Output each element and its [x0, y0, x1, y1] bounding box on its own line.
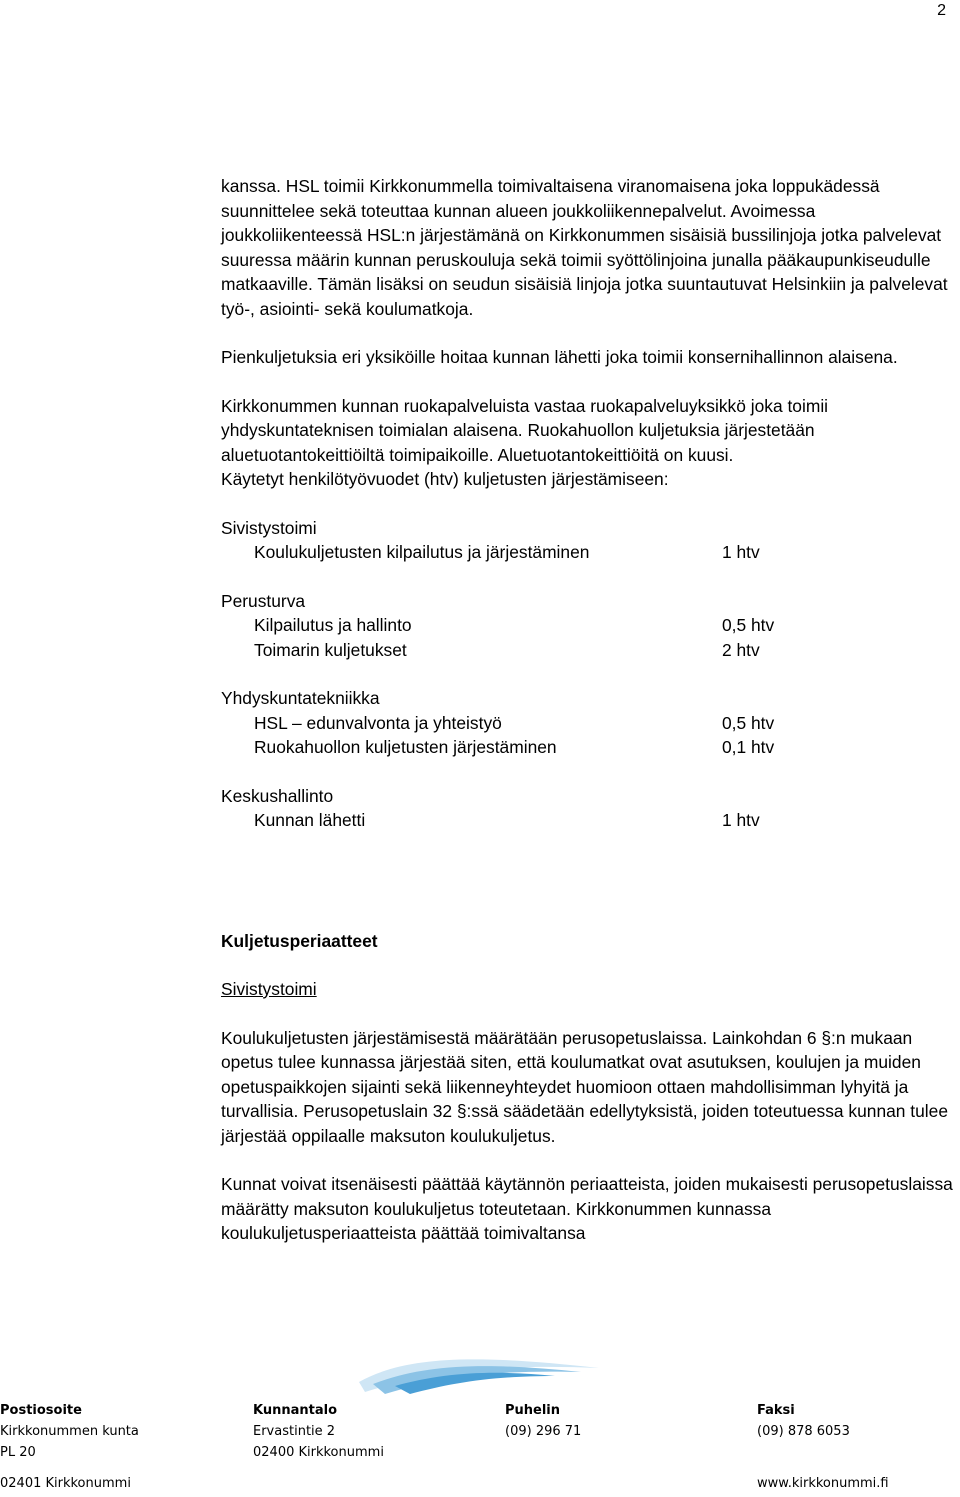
footer-phone-line1: (09) 296 71: [505, 1424, 582, 1439]
htv-row-label: Ruokahuollon kuljetusten järjestäminen: [254, 737, 557, 757]
htv-group-name: Sivistystoimi: [221, 517, 317, 538]
htv-group-name: Yhdyskuntatekniikka: [221, 688, 380, 708]
htv-row-label: Koulukuljetusten kilpailutus ja järjestäminen: [254, 542, 590, 562]
htv-row-label: Kunnan lähetti: [254, 810, 366, 830]
footer-postal-line1: Kirkkonummen kunta: [0, 1424, 139, 1439]
footer-website-link[interactable]: www.kirkkonummi.fi: [757, 1476, 889, 1491]
htv-row-value: 0,1 htv: [722, 737, 775, 757]
htv-row: [221, 711, 960, 736]
htv-group-name: Perusturva: [221, 590, 306, 611]
kirkkonummi-wave-logo-icon: [355, 1358, 605, 1398]
footer-postal-line2: PL 20: [0, 1445, 36, 1460]
footer-postal: [0, 1400, 139, 1463]
footer-visit-line1: Ervastintie 2: [253, 1424, 336, 1439]
htv-row: [221, 613, 960, 638]
htv-row-value: 1 htv: [722, 810, 760, 830]
footer-phone: [505, 1400, 581, 1442]
htv-list: [221, 516, 960, 833]
htv-row-value: 1 htv: [722, 542, 760, 562]
htv-group-perusturva: [221, 589, 960, 663]
htv-row: [221, 735, 960, 760]
footer-fax: [757, 1400, 850, 1442]
footer-visit-heading: Kunnantalo: [253, 1403, 338, 1418]
document-body: [221, 174, 960, 1246]
htv-row-label: Kilpailutus ja hallinto: [254, 615, 412, 635]
footer-fax-line1: (09) 878 6053: [757, 1424, 850, 1439]
section-subheading: Sivistystoimi: [221, 979, 317, 999]
paragraph-municipal-principles: Kunnat voivat itsenäisesti päättää käytännön periaatteista, joiden mukaisesti perusopetuslaissa määrätty maksuton koulukuljetus toteutetaan. Kirkkonummen kunnassa koulukuljetusperiaatteista päättää toimivaltansa: [221, 1174, 953, 1243]
htv-row: [221, 540, 960, 565]
htv-row-value: 0,5 htv: [722, 615, 775, 635]
htv-row-label: Toimarin kuljetukset: [254, 639, 407, 660]
footer-visit-line2: 02400 Kirkkonummi: [253, 1445, 384, 1460]
htv-row-value: 0,5 htv: [722, 712, 775, 733]
paragraph-courier: Pienkuljetuksia eri yksiköille hoitaa kunnan lähetti joka toimii konsernihallinnon alaisena.: [221, 347, 898, 367]
htv-group-sivistystoimi: [221, 516, 960, 565]
paragraph-food-services: Kirkkonummen kunnan ruokapalveluista vastaa ruokapalveluyksikkö joka toimii yhdyskuntateknisen toimialan alaisena. Ruokahuollon kuljetuksia järjestetään aluetuotantokeittiöiltä toimipaikoille. Aluetuotantokeittiöitä on kuusi.: [221, 395, 829, 465]
htv-row: [221, 638, 960, 663]
paragraph-school-transport-law: Koulukuljetusten järjestämisestä määrätään perusopetuslaissa. Lainkohdan 6 §:n mukaan opetus tulee kunnassa järjestää siten, että koulumatkat ovat asutuksen, koulujen ja muiden opetuspaikkojen sijainti sekä liikenneyhteydet huomioon ottaen mahdollisimman lyhyitä ja turvallisia. Perusopetuslain 32 §:ssä säädetään edellytyksistä, joiden toteutuessa kunnan tulee järjestää oppilaalle maksuton koulukuljetus.: [221, 1027, 949, 1146]
htv-group-keskushallinto: [221, 784, 960, 833]
htv-group-yhdyskuntatekniikka: [221, 686, 960, 760]
page-number: 2: [937, 2, 946, 19]
htv-group-name: Keskushallinto: [221, 785, 334, 806]
htv-row-value: 2 htv: [722, 639, 760, 660]
htv-row: [221, 808, 960, 833]
paragraph-transport-hsl: kanssa. HSL toimii Kirkkonummella toimivaltaisena viranomaisena joka loppukädessä suunnittelee sekä toteuttaa kunnan alueen joukkoliikennepalvelut. Avoimessa joukkoliikenteessä HSL:n järjestämänä on Kirkkonummen sisäisiä bussilinjoja jotka palvelevat suuressa määrin kunnan peruskouluja sekä toimii syöttölinjoina junalla pääkaupunkiseudulle matkaaville. Tämän lisäksi on seudun sisäisiä linjoja jotka suuntautuvat Helsinkiin ja palvelevat työ-, asiointi- sekä koulumatkoja.: [221, 176, 948, 319]
footer-visit: [253, 1400, 384, 1463]
section-heading: Kuljetusperiaatteet: [221, 930, 378, 951]
footer-fax-heading: Faksi: [757, 1403, 795, 1418]
footer-postal-heading: Postiosoite: [0, 1403, 82, 1418]
footer-postal-line3: 02401 Kirkkonummi: [0, 1476, 131, 1491]
paragraph-htv-intro: Käytetyt henkilötyövuodet (htv) kuljetusten järjestämiseen:: [221, 469, 669, 489]
footer-phone-heading: Puhelin: [505, 1403, 561, 1418]
htv-row-label: HSL – edunvalvonta ja yhteistyö: [254, 712, 502, 733]
